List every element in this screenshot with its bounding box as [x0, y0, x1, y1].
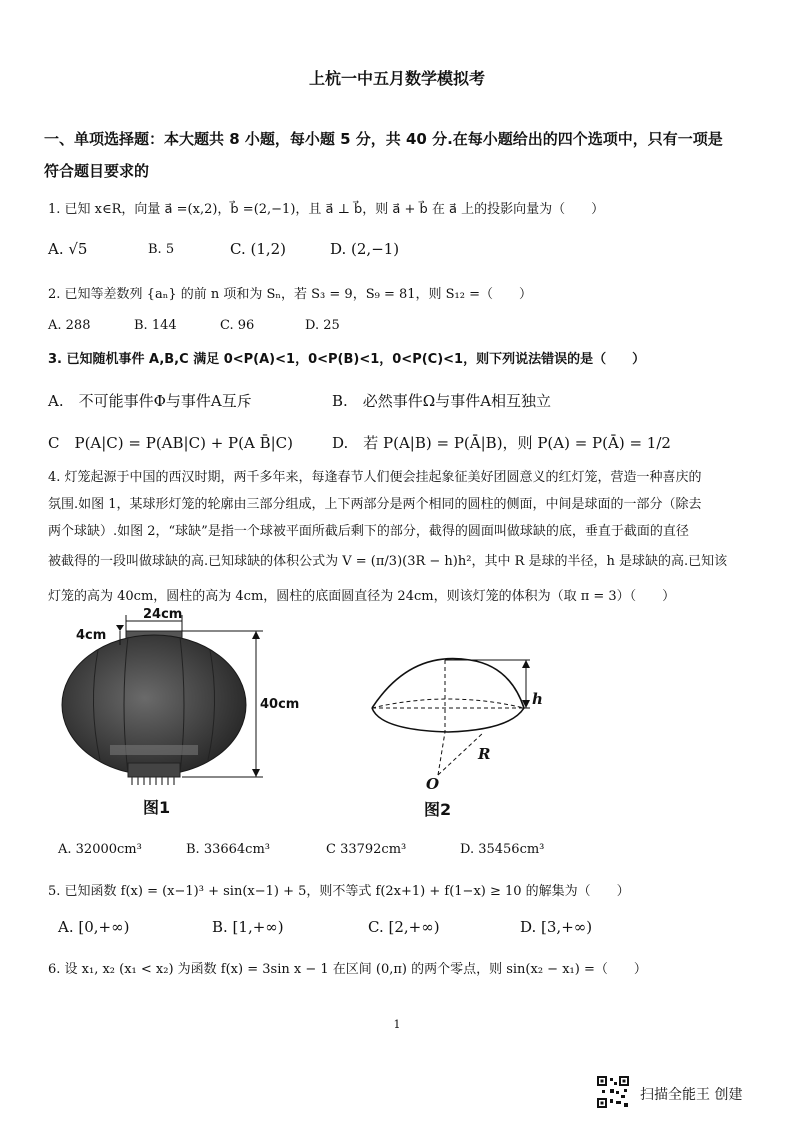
fig2-label-O: O [426, 775, 440, 793]
scanner-watermark: 扫描全能王 创建 [640, 1087, 743, 1103]
question-4-line-5: 灯笼的高为 40cm，圆柱的高为 4cm，圆柱的底面圆直径为 24cm，则该灯笼的体积为（取 π = 3）（ ） [48, 589, 676, 604]
q1-option-d: D. (2,−1) [330, 240, 400, 258]
q3-option-d: D. 若 P(A|B) = P(Ā|B)，则 P(A) = P(Ā) = 1/2 [332, 434, 671, 452]
q3-option-a: A. 不可能事件Φ与事件A互斥 [48, 392, 252, 410]
q4-option-d: D. 35456cm³ [460, 842, 545, 857]
q4-option-c: C 33792cm³ [326, 842, 407, 857]
fig2-label-h: h [532, 690, 543, 708]
q1-option-a: A. √5 [48, 240, 88, 258]
question-1-stem: 1. 已知 x∈R，向量 a⃗ =(x,2)，b⃗ =(2,−1)，且 a⃗ ⊥ b⃗，则 a⃗ + b⃗ 在 a⃗ 上的投影向量为（ ） [48, 202, 605, 217]
question-4-line-4: 被截得的一段叫做球缺的高.已知球缺的体积公式为 V = (π/3)(3R − h)h²，其中 R 是球的半径，h 是球缺的高.已知该 [48, 554, 728, 569]
question-6-stem: 6. 设 x₁, x₂ (x₁ < x₂) 为函数 f(x) = 3sin x − 1 在区间 (0,π) 的两个零点，则 sin(x₂ − x₁) =（ ） [48, 962, 647, 977]
question-4-line-1: 4. 灯笼起源于中国的西汉时期，两千多年来，每逢春节人们便会挂起象征美好团圆意义的红灯笼，营造一种喜庆的 [48, 470, 702, 485]
q2-option-b: B. 144 [134, 318, 177, 333]
fig1-caption: 图1 [143, 798, 171, 817]
spherical-cap-figure [360, 650, 560, 790]
q1-option-b: B. 5 [148, 242, 175, 257]
q3-option-c: C P(A|C) = P(AB|C) + P(A B̄|C) [48, 434, 293, 452]
q5-option-b: B. [1,+∞) [212, 918, 284, 936]
q4-option-a: A. 32000cm³ [58, 842, 142, 857]
q5-option-a: A. [0,+∞) [58, 918, 130, 936]
fig1-label-diameter: 24cm [143, 607, 183, 622]
fig1-label-total-height: 40cm [260, 697, 300, 712]
fig1-label-cylinder-height: 4cm [76, 628, 107, 643]
qr-code-icon [596, 1075, 630, 1109]
fig2-caption: 图2 [424, 800, 452, 819]
q2-option-d: D. 25 [305, 318, 340, 333]
q5-option-c: C. [2,+∞) [368, 918, 440, 936]
page-number: 1 [393, 1018, 401, 1031]
fig2-label-R: R [478, 745, 491, 763]
question-2-stem: 2. 已知等差数列 {aₙ} 的前 n 项和为 Sₙ，若 S₃ = 9，S₉ = 81，则 S₁₂ =（ ） [48, 287, 532, 302]
section-heading-line2: 符合题目要求的 [44, 162, 150, 180]
q3-option-b: B. 必然事件Ω与事件A相互独立 [332, 392, 552, 410]
q1-option-c: C. (1,2) [230, 240, 287, 258]
question-3-stem: 3. 已知随机事件 A,B,C 满足 0<P(A)<1，0<P(B)<1，0<P(C)<1，则下列说法错误的是（ ） [48, 352, 646, 367]
question-4-line-2: 氛围.如图 1，某球形灯笼的轮廓由三部分组成，上下两部分是两个相同的圆柱的侧面，中间是球面的一部分（除去 [48, 497, 702, 512]
q2-option-a: A. 288 [48, 318, 91, 333]
q2-option-c: C. 96 [220, 318, 255, 333]
page-title: 上杭一中五月数学模拟考 [308, 69, 485, 88]
q5-option-d: D. [3,+∞) [520, 918, 593, 936]
q4-option-b: B. 33664cm³ [186, 842, 270, 857]
section-heading-line1: 一、单项选择题：本大题共 8 小题，每小题 5 分，共 40 分.在每小题给出的四个选项中，只有一项是 [44, 130, 723, 148]
question-5-stem: 5. 已知函数 f(x) = (x−1)³ + sin(x−1) + 5，则不等式 f(2x+1) + f(1−x) ≥ 10 的解集为（ ） [48, 884, 630, 899]
question-4-line-3: 两个球缺）.如图 2，“球缺”是指一个球被平面所截后剩下的部分，截得的圆面叫做球缺的底，垂直于截面的直径 [48, 524, 689, 539]
